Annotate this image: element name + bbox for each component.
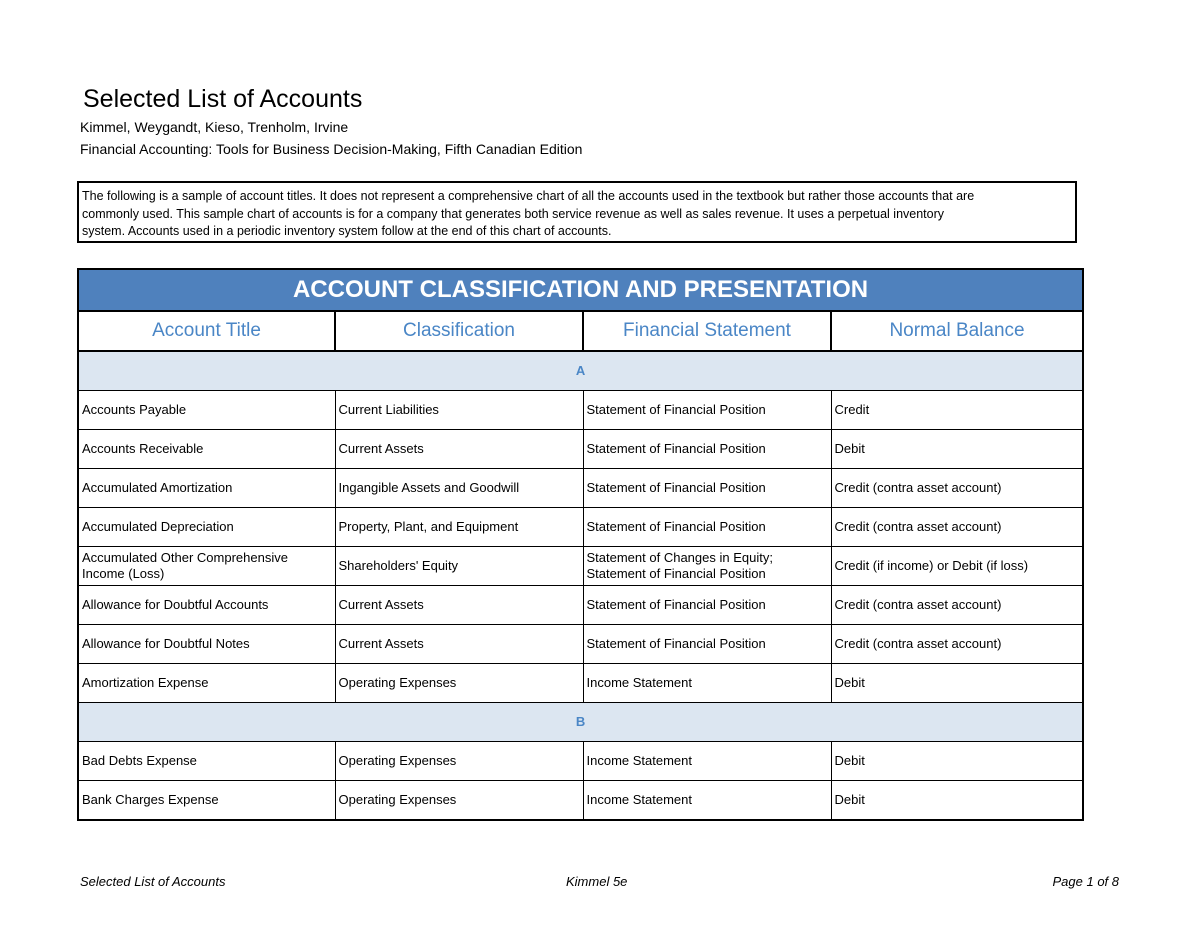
column-header-row xyxy=(78,311,1083,351)
section-letter: A xyxy=(78,351,1083,391)
financial-statement-cell: Statement of Financial Position xyxy=(583,469,831,508)
financial-statement-cell: Income Statement xyxy=(583,781,831,821)
account-title-line: Accumulated Other Comprehensive xyxy=(82,550,288,565)
account-title-cell: Allowance for Doubtful Accounts xyxy=(78,586,335,625)
financial-statement-cell: Income Statement xyxy=(583,664,831,703)
financial-statement-cell: Statement of Financial Position xyxy=(583,625,831,664)
table-row xyxy=(78,508,1083,547)
section-row-a xyxy=(78,351,1083,391)
financial-statement-line: Statement of Financial Position xyxy=(586,566,766,581)
normal-balance-cell: Credit (contra asset account) xyxy=(831,508,1083,547)
classification-cell: Current Liabilities xyxy=(335,391,583,430)
classification-cell: Operating Expenses xyxy=(335,742,583,781)
classification-cell: Operating Expenses xyxy=(335,781,583,821)
intro-line: The following is a sample of account titles. It does not represent a comprehensive chart of all the accounts used in the textbook but rather those accounts that are xyxy=(82,189,975,203)
financial-statement-cell xyxy=(583,547,831,586)
account-title-cell xyxy=(78,547,335,586)
table-row xyxy=(78,781,1083,821)
section-letter: B xyxy=(78,703,1083,742)
account-title-cell: Allowance for Doubtful Notes xyxy=(78,625,335,664)
financial-statement-cell: Statement of Financial Position xyxy=(583,391,831,430)
normal-balance-cell: Debit xyxy=(831,430,1083,469)
table-row xyxy=(78,586,1083,625)
intro-line: system. Accounts used in a periodic inventory system follow at the end of this chart of accounts. xyxy=(82,224,612,238)
normal-balance-cell: Debit xyxy=(831,781,1083,821)
classification-cell: Property, Plant, and Equipment xyxy=(335,508,583,547)
normal-balance-cell: Credit (contra asset account) xyxy=(831,586,1083,625)
account-title-line: Income (Loss) xyxy=(82,566,165,581)
footer-document-name: Selected List of Accounts xyxy=(80,874,226,889)
classification-cell: Ingangible Assets and Goodwill xyxy=(335,469,583,508)
financial-statement-line: Statement of Changes in Equity; xyxy=(586,550,773,565)
document-title: Selected List of Accounts xyxy=(83,85,363,113)
financial-statement-cell: Statement of Financial Position xyxy=(583,430,831,469)
book-title-line: Financial Accounting: Tools for Business Decision-Making, Fifth Canadian Edition xyxy=(80,141,583,157)
accounts-table xyxy=(77,268,1084,821)
column-header-normal-balance: Normal Balance xyxy=(831,311,1083,351)
classification-cell: Operating Expenses xyxy=(335,664,583,703)
normal-balance-cell: Debit xyxy=(831,664,1083,703)
authors-line: Kimmel, Weygandt, Kieso, Trenholm, Irvine xyxy=(80,119,349,135)
footer-page-number: Page 1 of 8 xyxy=(1052,874,1119,889)
account-title-cell: Amortization Expense xyxy=(78,664,335,703)
classification-cell: Current Assets xyxy=(335,586,583,625)
normal-balance-cell: Credit (contra asset account) xyxy=(831,469,1083,508)
account-title-cell: Accumulated Amortization xyxy=(78,469,335,508)
account-title-cell: Bank Charges Expense xyxy=(78,781,335,821)
section-row-b xyxy=(78,703,1083,742)
table-row xyxy=(78,547,1083,586)
table-banner-row xyxy=(78,269,1083,311)
account-title-cell: Accounts Receivable xyxy=(78,430,335,469)
table-banner: ACCOUNT CLASSIFICATION AND PRESENTATION xyxy=(78,269,1083,311)
intro-note-box xyxy=(77,181,1077,243)
footer-edition: Kimmel 5e xyxy=(566,874,628,889)
table-row xyxy=(78,430,1083,469)
classification-cell: Current Assets xyxy=(335,430,583,469)
financial-statement-cell: Statement of Financial Position xyxy=(583,586,831,625)
financial-statement-cell: Statement of Financial Position xyxy=(583,508,831,547)
column-header-classification: Classification xyxy=(335,311,583,351)
table-row xyxy=(78,742,1083,781)
intro-line: commonly used. This sample chart of accounts is for a company that generates both service revenue as well as sales revenue. It uses a perpetual inventory xyxy=(82,206,945,221)
column-header-account-title: Account Title xyxy=(78,311,335,351)
normal-balance-cell: Debit xyxy=(831,742,1083,781)
classification-cell: Current Assets xyxy=(335,625,583,664)
account-title-cell: Accounts Payable xyxy=(78,391,335,430)
normal-balance-cell: Credit (if income) or Debit (if loss) xyxy=(831,547,1083,586)
table-row xyxy=(78,391,1083,430)
account-title-cell: Accumulated Depreciation xyxy=(78,508,335,547)
financial-statement-cell: Income Statement xyxy=(583,742,831,781)
table-row xyxy=(78,625,1083,664)
column-header-financial-statement: Financial Statement xyxy=(583,311,831,351)
normal-balance-cell: Credit (contra asset account) xyxy=(831,625,1083,664)
normal-balance-cell: Credit xyxy=(831,391,1083,430)
classification-cell: Shareholders' Equity xyxy=(335,547,583,586)
table-row xyxy=(78,469,1083,508)
table-row xyxy=(78,664,1083,703)
account-title-cell: Bad Debts Expense xyxy=(78,742,335,781)
